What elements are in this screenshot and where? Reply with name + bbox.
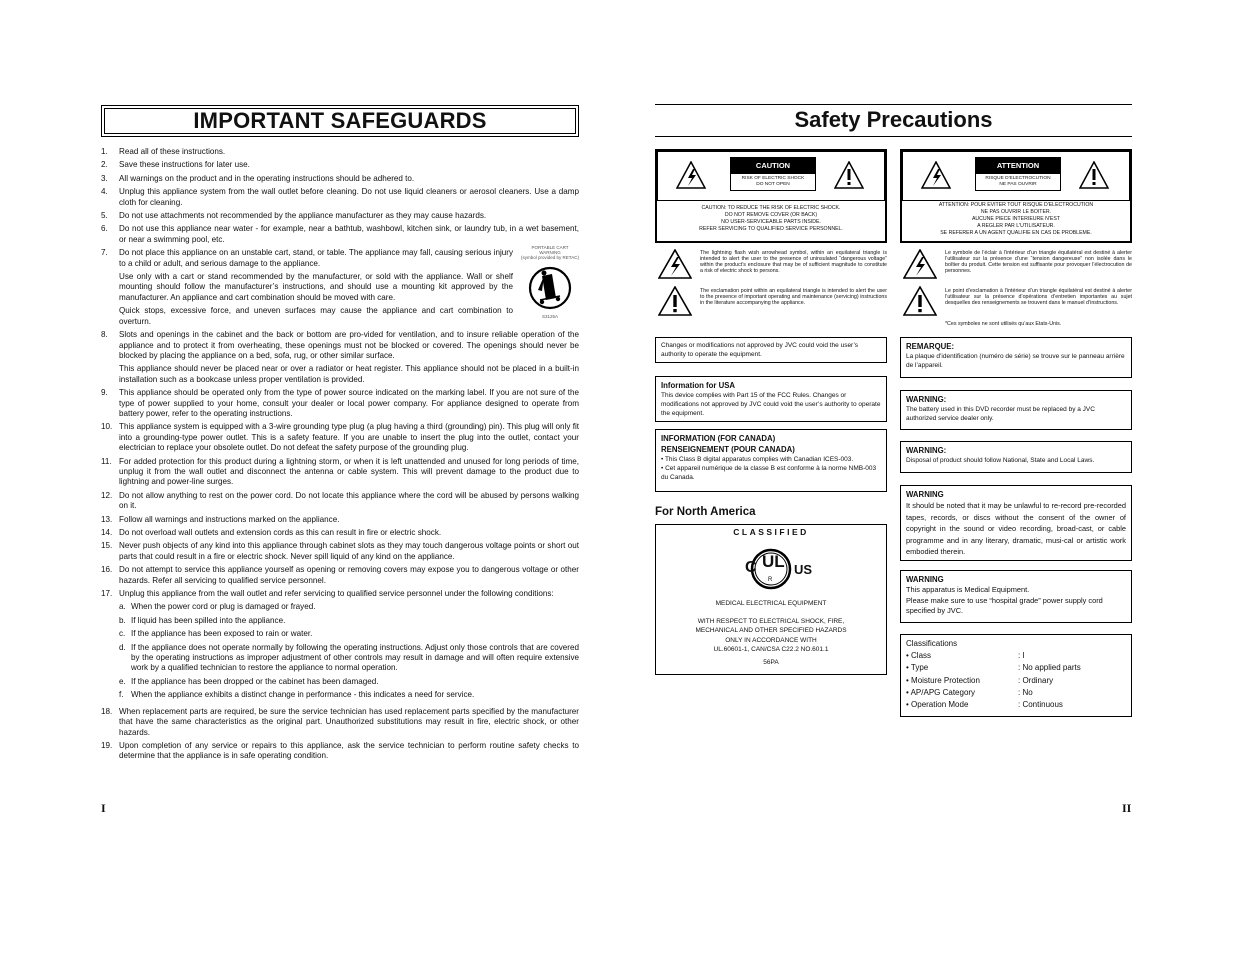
list-item <box>101 160 579 170</box>
sub-text: When the appliance exhibits a distinct change in performance - this indicates a need for service. <box>131 690 475 700</box>
attention-text <box>901 200 1131 242</box>
item-number: 9. <box>101 388 108 398</box>
classification-key: • AP/APG Category <box>906 687 976 697</box>
warning-disposal-box <box>900 441 1132 473</box>
exclamation-explanation-en: The exclamation point within an equilateral triangle is intended to alert the user to the presence of important operating and maintenance (servicing) instructions in the literature accompanying the appliance. <box>700 288 887 306</box>
ul-line: WITH RESPECT TO ELECTRICAL SHOCK, FIRE, <box>697 617 845 625</box>
list-item <box>101 330 579 385</box>
item-number: 15. <box>101 541 113 551</box>
item-paragraph: Unplug this appliance from the wall outlet and refer servicing to qualified service personnel under the following conditions: <box>119 589 554 599</box>
item-number: 13. <box>101 514 113 524</box>
classification-value: : No applied parts <box>1018 663 1081 673</box>
classification-row <box>906 650 1126 662</box>
attention-line: ATTENTION: POUR EVITER TOUT RISQUE D'ELECTROCUTION <box>938 202 1094 208</box>
classification-value: : I <box>1018 651 1025 661</box>
item-number: 10. <box>101 422 113 432</box>
sub-text: If the appliance has been exposed to rain or water. <box>131 629 313 639</box>
safeguards-title-box <box>101 105 579 137</box>
list-item <box>101 515 579 525</box>
title-rule-top <box>655 104 1132 105</box>
list-item <box>101 422 579 453</box>
ul-line: UL.60601-1, CAN/CSA C22.2 NO.601.1 <box>713 646 829 653</box>
item-text: Never push objects of any kind into this appliance through cabinet slots as they may touch dangerous voltage points or short out parts that could result in a fire or electric shock. Never spill liquid of any kind on the appliance. <box>119 541 579 561</box>
attention-box <box>900 149 1132 243</box>
classification-row <box>906 699 1126 711</box>
exclamation-explanation-fr: Le point d’exclamation à l’intérieur d’un triangle équilatéral est destiné à alerter l’utilisateur sur la présence d’opérations d’entretien importantes au sujet desquelles des renseignements se trouvent dans le manuel d’instructions. <box>945 288 1132 306</box>
item-text: Do not use attachments not recommended by the appliance manufacturer as they may cause hazards. <box>119 211 487 221</box>
lightning-triangle-icon <box>676 161 706 189</box>
classification-key: • Operation Mode <box>906 700 969 710</box>
caution-box-top <box>656 150 886 200</box>
item-number: 7. <box>101 248 108 258</box>
classification-key: • Type <box>906 663 929 673</box>
sub-text: If the appliance does not operate normally by following the operating instructions. Adjust only those controls that are covered by the operating instructions as improper adjustment of other controls may result in damage and will often require extensive work by a qualified technician to restore the appliance to normal operation. <box>131 642 579 673</box>
canada-info-box <box>655 429 887 492</box>
list-item <box>101 707 579 738</box>
sub-item <box>119 690 579 700</box>
classification-value: : Ordinary <box>1018 675 1054 685</box>
warning-battery-box <box>900 390 1132 430</box>
classifications-box <box>900 634 1132 717</box>
item-text: This appliance system is equipped with a 3-wire grounding type plug (a plug having a third (grounding) pin). This plug will only fit into a grounding-type power outlet. This is a safety feature. If you are unable to insert the plug into the outlet, contact your electrician to replace your obsolete outlet. Do not defeat the safety purpose of the grounding plug. <box>119 422 579 453</box>
cart-label-source: (symbol provided by RETAC) <box>521 255 579 261</box>
sub-text: If the appliance has been dropped or the cabinet has been damaged. <box>131 676 379 686</box>
list-item <box>101 211 579 221</box>
warning-text: It should be noted that it may be unlawful to re-record pre-recorded tapes, records, or discs without the consent of the owner of copyright in the sound or video recording, broad-cast, or cable programme and in any literary, dramatic, musi-cal or artistic work embodied therein. <box>906 501 1126 556</box>
classification-value: : No <box>1018 687 1033 697</box>
caution-header <box>730 157 816 191</box>
item-text: Follow all warnings and instructions marked on the appliance. <box>119 514 340 524</box>
safety-title: Safety Precautions <box>794 107 993 132</box>
item-number: 1. <box>101 147 108 156</box>
sub-item <box>119 677 579 687</box>
item-number: 19. <box>101 740 113 750</box>
caution-small-line: DO NOT OPEN <box>756 182 790 187</box>
warning-title: WARNING: <box>906 446 947 455</box>
cart-code: S3125A <box>541 314 558 320</box>
item-number: 5. <box>101 211 108 221</box>
sub-item <box>119 616 579 626</box>
cart-warning-figure <box>521 245 579 319</box>
canada-title-en: INFORMATION (FOR CANADA) <box>661 434 776 443</box>
attention-line: SE REFERER A UN AGENT QUALIFIE EN CAS DE PROBLEME. <box>940 230 1092 236</box>
tipping-cart-icon <box>528 262 572 314</box>
list-item <box>101 491 579 512</box>
remarque-text: La plaque d’identification (numéro de série) se trouve sur le panneau arrière de l’appareil. <box>906 353 1125 369</box>
list-item <box>101 224 579 245</box>
ul-line: 56PA <box>763 658 779 666</box>
warning-title: WARNING <box>906 575 944 584</box>
sub-item <box>119 602 579 612</box>
page-number-left: I <box>101 801 106 815</box>
list-item <box>101 187 579 208</box>
list-item <box>101 457 579 488</box>
sub-item <box>119 629 579 639</box>
item-number: 11. <box>101 456 112 466</box>
attention-label: ATTENTION <box>976 158 1060 174</box>
ul-line: MEDICAL ELECTRICAL EQUIPMENT <box>715 600 827 607</box>
lightning-triangle-icon <box>921 161 951 189</box>
caution-line: REFER SERVICING TO QUALIFIED SERVICE PERSONNEL. <box>699 226 843 232</box>
lightning-explanation-en: The lightning flash wish arrowhead symbol, within an equilateral triangle is intended to alert the user to the presence of uninsulated “dangerous voltage” within the product’s enclosure that may be of sufficient magnitude to constitute a risk of electric shock to persons. <box>700 250 887 274</box>
item-text: Do not allow anything to rest on the power cord. Do not locate this appliance where the cord will be abused by persons walking on it. <box>119 490 579 511</box>
classification-value: : Continuous <box>1018 700 1063 710</box>
item-paragraph: Use only with a cart or stand recommended by the manufacturer, or sold with the appliance. Wall or shelf mounting should follow the manufacturer’s instructions, and should use a mounting kit approved by the manufacturer. An appliance and cart combination should be moved with care. <box>119 272 513 302</box>
remarque-box <box>900 337 1132 378</box>
classification-row <box>906 675 1126 687</box>
list-item <box>101 174 579 184</box>
item-paragraph: Slots and openings in the cabinet and the back or bottom are pro-vided for ventilation, and to insure reliable operation of the appliance and to protect it from overheating, these openings must not be blocked or covered. The openings should never be blocked by placing the appliance on a bed, sofa, rug, or other similar surface. <box>119 330 579 360</box>
ul-text-mark: UL <box>762 552 785 571</box>
item-number: 17. <box>101 589 113 599</box>
sub-text: When the power cord or plug is damaged or frayed. <box>131 602 316 612</box>
caution-line: CAUTION: TO REDUCE THE RISK OF ELECTRIC SHOCK. <box>701 205 841 211</box>
item-text: This appliance should be operated only from the type of power source indicated on the marking label. If you are not sure of the type of power supplied to your home, consult your dealer or local power company. For appliance designed to operate from battery power, refer to the operating instructions. <box>119 388 579 418</box>
item-text: All warnings on the product and in the operating instructions should be adhered to. <box>119 173 415 183</box>
caution-box <box>655 149 887 243</box>
item-number: 16. <box>101 565 113 575</box>
caution-small <box>731 174 815 188</box>
sub-number: e. <box>119 676 126 686</box>
item-text: Read all of these instructions. <box>119 147 226 156</box>
list-item <box>101 541 579 562</box>
ul-classified-label: CLASSIFIED <box>733 527 809 537</box>
attention-small-line: NE PAS OUVRIR <box>999 182 1037 187</box>
item-number: 8. <box>101 330 108 340</box>
ul-logo <box>656 525 886 589</box>
lightning-explanation-fr: Le symbole de l’éclair à l’intérieur d’un triangle équilatéral est destiné à alerter l’utilisateur sur la présence d’une “tension dangereuse” non isolée dans le boîtier du produit. Cette tension est suffisante pour provoquer l’électrocution de personnes. <box>945 250 1132 274</box>
ul-certification-box <box>655 524 887 675</box>
caution-small-line: RISK OF ELECTRIC SHOCK <box>741 176 805 181</box>
attention-line: A REGLER PAR L'UTILISATEUR. <box>977 223 1055 229</box>
item-number: 3. <box>101 173 108 183</box>
item-text: When replacement parts are required, be sure the service technician has used replacement parts specified by the manufacturer that have the same characteristics as the original part. Unauthorized substitutions may result in fire, electric shock, or other hazards. <box>119 706 579 737</box>
page-number-right: II <box>1122 801 1132 815</box>
classifications-title: Classifications <box>906 639 958 648</box>
list-item <box>101 565 579 586</box>
item-number: 6. <box>101 224 108 234</box>
item-paragraph: This appliance should never be placed near or over a radiator or heat register. This appliance should not be placed in a built-in installation such as a bookcase unless proper ventilation is provided. <box>119 364 579 384</box>
item-number: 12. <box>101 490 113 500</box>
attention-line: NE PAS OUVRIR LE BOITER. <box>980 209 1052 215</box>
cart-label: PORTABLE CART WARNING <box>531 245 569 256</box>
north-america-title: For North America <box>655 506 756 518</box>
item-text: For added protection for this product during a lightning storm, or when it is left unattended and unused for long periods of time, unplug it from the wall outlet and disconnect the antenna or cable system. This will prevent damage to the product due to lightning and power-line surges. <box>119 456 579 487</box>
usa-info-box <box>655 376 887 422</box>
attention-header <box>975 157 1061 191</box>
item-paragraph: Do not place this appliance on an unstable cart, stand, or table. The appliance may fall, causing serious injury to a child or adult, and serious damage to the appliance. <box>119 248 513 268</box>
item-number: 14. <box>101 528 113 537</box>
sub-number: f. <box>119 690 124 700</box>
warning-copyright-box <box>900 485 1132 561</box>
usa-info-text: This device complies with Part 15 of the FCC Rules. Changes or modifications not approved by JVC could void the user’s authority to operate the equipment. <box>661 392 881 417</box>
caution-line: NO USER-SERVICEABLE PARTS INSIDE. <box>721 219 821 225</box>
attention-line: AUCUNE PIECE INTERIEURE N'EST <box>971 216 1061 222</box>
item-paragraph: Quick stops, excessive force, and uneven surfaces may cause the appliance and cart combination to overturn. <box>119 306 513 326</box>
classification-row <box>906 662 1126 674</box>
item-number: 4. <box>101 187 108 197</box>
warning-title: WARNING <box>906 490 944 499</box>
remarque-title: REMARQUE: <box>906 342 955 351</box>
classification-row <box>906 687 1126 699</box>
item-text <box>119 589 579 704</box>
sub-item <box>119 643 579 674</box>
item-text: Unplug this appliance system from the wall outlet before cleaning. Do not use liquid cleaners or aerosol cleaners. Use a damp cloth for cleaning. <box>119 187 579 207</box>
list-item <box>101 741 579 762</box>
ul-line: ONLY IN ACCORDANCE WITH <box>725 636 817 644</box>
changes-notice-box <box>655 337 887 363</box>
list-item <box>101 589 579 704</box>
safeguards-title: IMPORTANT SAFEGUARDS <box>104 108 576 134</box>
attention-small <box>976 174 1060 188</box>
item-text: Upon completion of any service or repairs to this appliance, ask the service technician to perform routine safety checks to determine that the appliance is in safe operating condition. <box>119 740 579 761</box>
sub-text: If liquid has been spilled into the appliance. <box>131 615 286 625</box>
item-number: 2. <box>101 160 108 170</box>
lightning-triangle-icon <box>903 249 937 279</box>
warning-medical-box <box>900 570 1132 623</box>
ul-registered-mark: R <box>768 577 773 583</box>
warning-title: WARNING: <box>906 395 947 404</box>
safeguards-list <box>101 147 579 765</box>
item-text <box>119 245 579 327</box>
warning-text: The battery used in this DVD recorder must be replaced by a JVC authorized service dealer only. <box>906 406 1095 422</box>
sub-number: d. <box>119 642 126 652</box>
exclamation-triangle-icon <box>903 286 937 316</box>
sub-number: b. <box>119 615 126 625</box>
list-item <box>101 388 579 419</box>
list-item <box>101 528 579 538</box>
attention-box-top <box>901 150 1131 200</box>
changes-notice: Changes or modifications not approved by JVC could void the user’s authority to operate the equipment. <box>661 342 859 358</box>
item-text: Do not attempt to service this appliance yourself as opening or removing covers may expose you to dangerous voltage or other hazards. Refer all servicing to qualified service personnel. <box>119 565 579 585</box>
warning-text: This apparatus is Medical Equipment. <box>906 585 1030 594</box>
item-text <box>119 330 579 385</box>
exclamation-triangle-icon <box>1079 161 1109 189</box>
caution-line: DO NOT REMOVE COVER (OR BACK) <box>724 212 818 218</box>
item-text: Do not overload wall outlets and extension cords as this can result in fire or electric shock. <box>119 528 442 537</box>
ul-line: MECHANICAL AND OTHER SPECIFIED HAZARDS <box>695 627 847 634</box>
classification-key: • Class <box>906 651 932 661</box>
caution-label: CAUTION <box>731 158 815 174</box>
item-text: Do not use this appliance near water - for example, near a bathtub, washbowl, kitchen sink, or laundry tub, in a wet basement, or near a swimming pool, etc. <box>119 224 579 244</box>
classification-key: • Moisture Protection <box>906 675 980 685</box>
ul-c-mark: C <box>745 559 757 576</box>
lightning-triangle-icon <box>658 249 692 279</box>
canada-bullet: • This Class B digital apparatus complies with Canadian ICES-003. <box>661 456 854 463</box>
item-text: Save these instructions for later use. <box>119 160 250 170</box>
usa-info-title: Information for USA <box>661 381 736 390</box>
warning-text: Disposal of product should follow National, State and Local Laws. <box>906 457 1095 464</box>
exclamation-triangle-icon <box>658 286 692 316</box>
canada-bullet: • Cet appareil numérique de la classe B est conforme à la norme NMB-003 du Canada. <box>661 465 877 481</box>
attention-small-line: RISQUE D'ELECTROCUTION <box>985 176 1051 181</box>
item-number: 18. <box>101 706 113 716</box>
canada-title-fr: RENSEIGNEMENT (POUR CANADA) <box>661 445 795 454</box>
exclamation-triangle-icon <box>834 161 864 189</box>
list-item <box>101 147 579 157</box>
caution-text <box>656 200 886 242</box>
title-rule-bottom <box>655 136 1132 137</box>
sub-number: a. <box>119 602 126 612</box>
ul-us-mark: US <box>794 562 813 577</box>
sub-number: c. <box>119 629 126 639</box>
warning-text: Please make sure to use “hospital grade” power supply cord specified by JVC. <box>906 595 1103 615</box>
symbol-note-fr: *Ces symboles ne sont utilisés qu’aux Etats-Unis. <box>945 321 1062 327</box>
list-item <box>101 245 579 327</box>
